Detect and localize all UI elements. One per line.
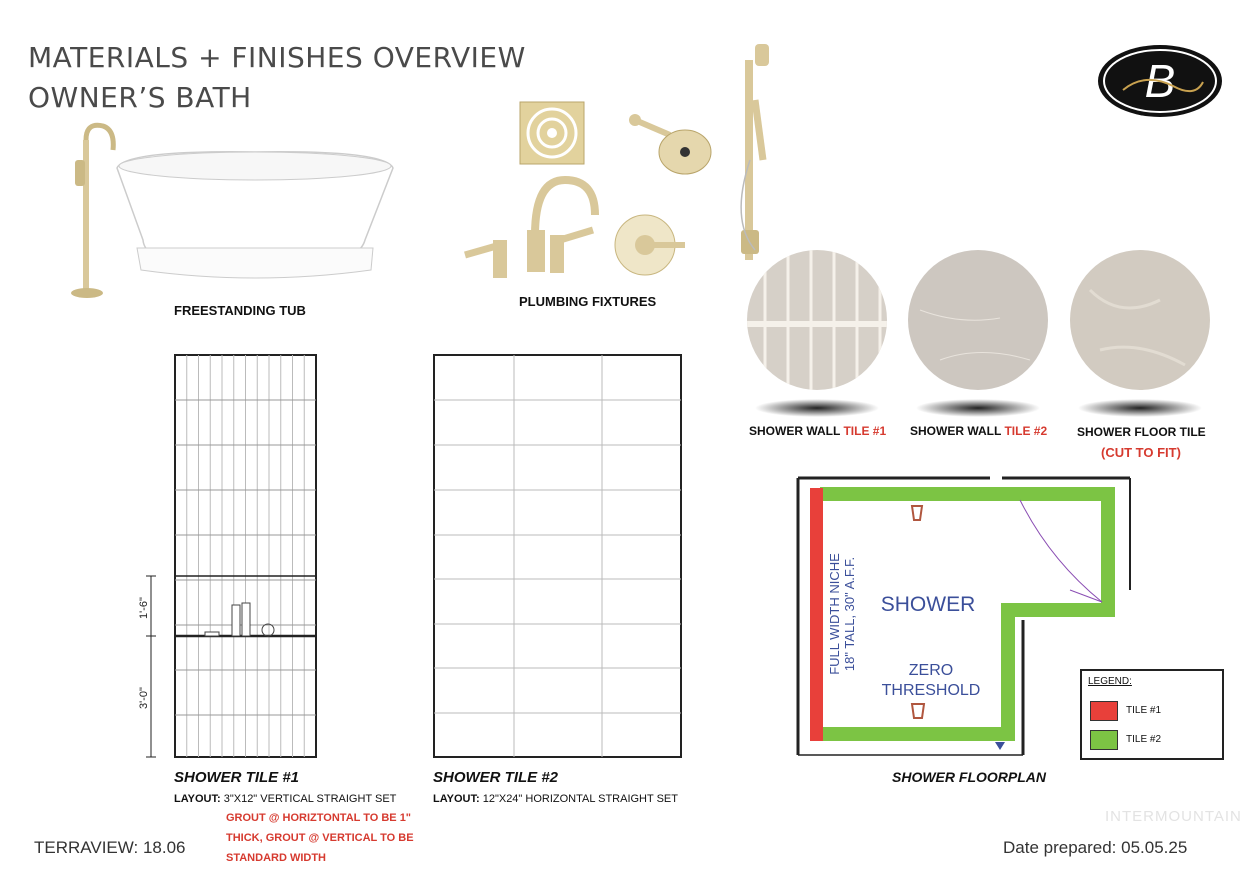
floorplan-title: SHOWER FLOORPLAN [892,769,1046,785]
svg-text:B: B [1144,55,1176,107]
shower-tile-2-layout: LAYOUT: 12"X24" HORIZONTAL STRAIGHT SET [433,793,678,805]
title-line-2: OWNER’S BATH [28,81,252,114]
wall-tile-2-label: SHOWER WALL TILE #2 [910,424,1048,438]
threshold-line-1: ZERO [908,662,954,679]
legend-swatch-tile-2 [1090,730,1118,750]
room-label: SHOWER [880,593,976,616]
legend-label-tile-2: TILE #2 [1126,734,1162,745]
floor-tile-label: SHOWER FLOOR TILE [1077,425,1206,439]
terraview-label: TERRAVIEW: 18.06 [34,838,186,857]
dimension-lower: 3'-0" [138,687,150,709]
shower-tile-2-title: SHOWER TILE #2 [433,769,559,786]
title-line-1: MATERIALS + FINISHES OVERVIEW [28,41,526,74]
niche-line-2: 18" TALL, 30" A.F.F. [842,556,857,672]
legend [1080,669,1224,760]
grout-note: GROUT @ HORIZTONTAL TO BE 1" THICK, GROUT @ VERTICAL TO BE STANDARD WIDTH [226,812,414,864]
shower-tile-1-layout: LAYOUT: 3"X12" VERTICAL STRAIGHT SET [174,793,397,805]
threshold-line-2: THRESHOLD [881,682,981,699]
legend-label-tile-1: TILE #1 [1126,705,1162,716]
watermark: INTERMOUNTAIN [1105,808,1242,825]
floor-tile-swatch [1070,250,1210,390]
freestanding-tub-image [65,120,405,305]
shower-tile-1-elevation [135,350,325,765]
shower-tile-1-title: SHOWER TILE #1 [174,769,300,786]
shower-tile-2-elevation [430,350,685,762]
brand-logo [1095,42,1225,120]
plumbing-fixtures-image [455,40,795,280]
plumbing-label: PLUMBING FIXTURES [519,294,657,309]
dimension-upper: 1'-6" [138,597,150,619]
legend-title: LEGEND: [1088,676,1132,687]
floor-tile-note: (CUT TO FIT) [1101,445,1181,460]
niche-line-1: FULL WIDTH NICHE [827,553,842,675]
tub-label: FREESTANDING TUB [174,303,306,318]
wall-tile-1-label: SHOWER WALL TILE #1 [749,424,887,438]
page-title [28,38,526,118]
date-prepared: Date prepared: 05.05.25 [1003,838,1188,857]
wall-tile-1-swatch [740,250,900,395]
legend-swatch-tile-1 [1090,701,1118,721]
tile-swatches [740,250,1240,425]
